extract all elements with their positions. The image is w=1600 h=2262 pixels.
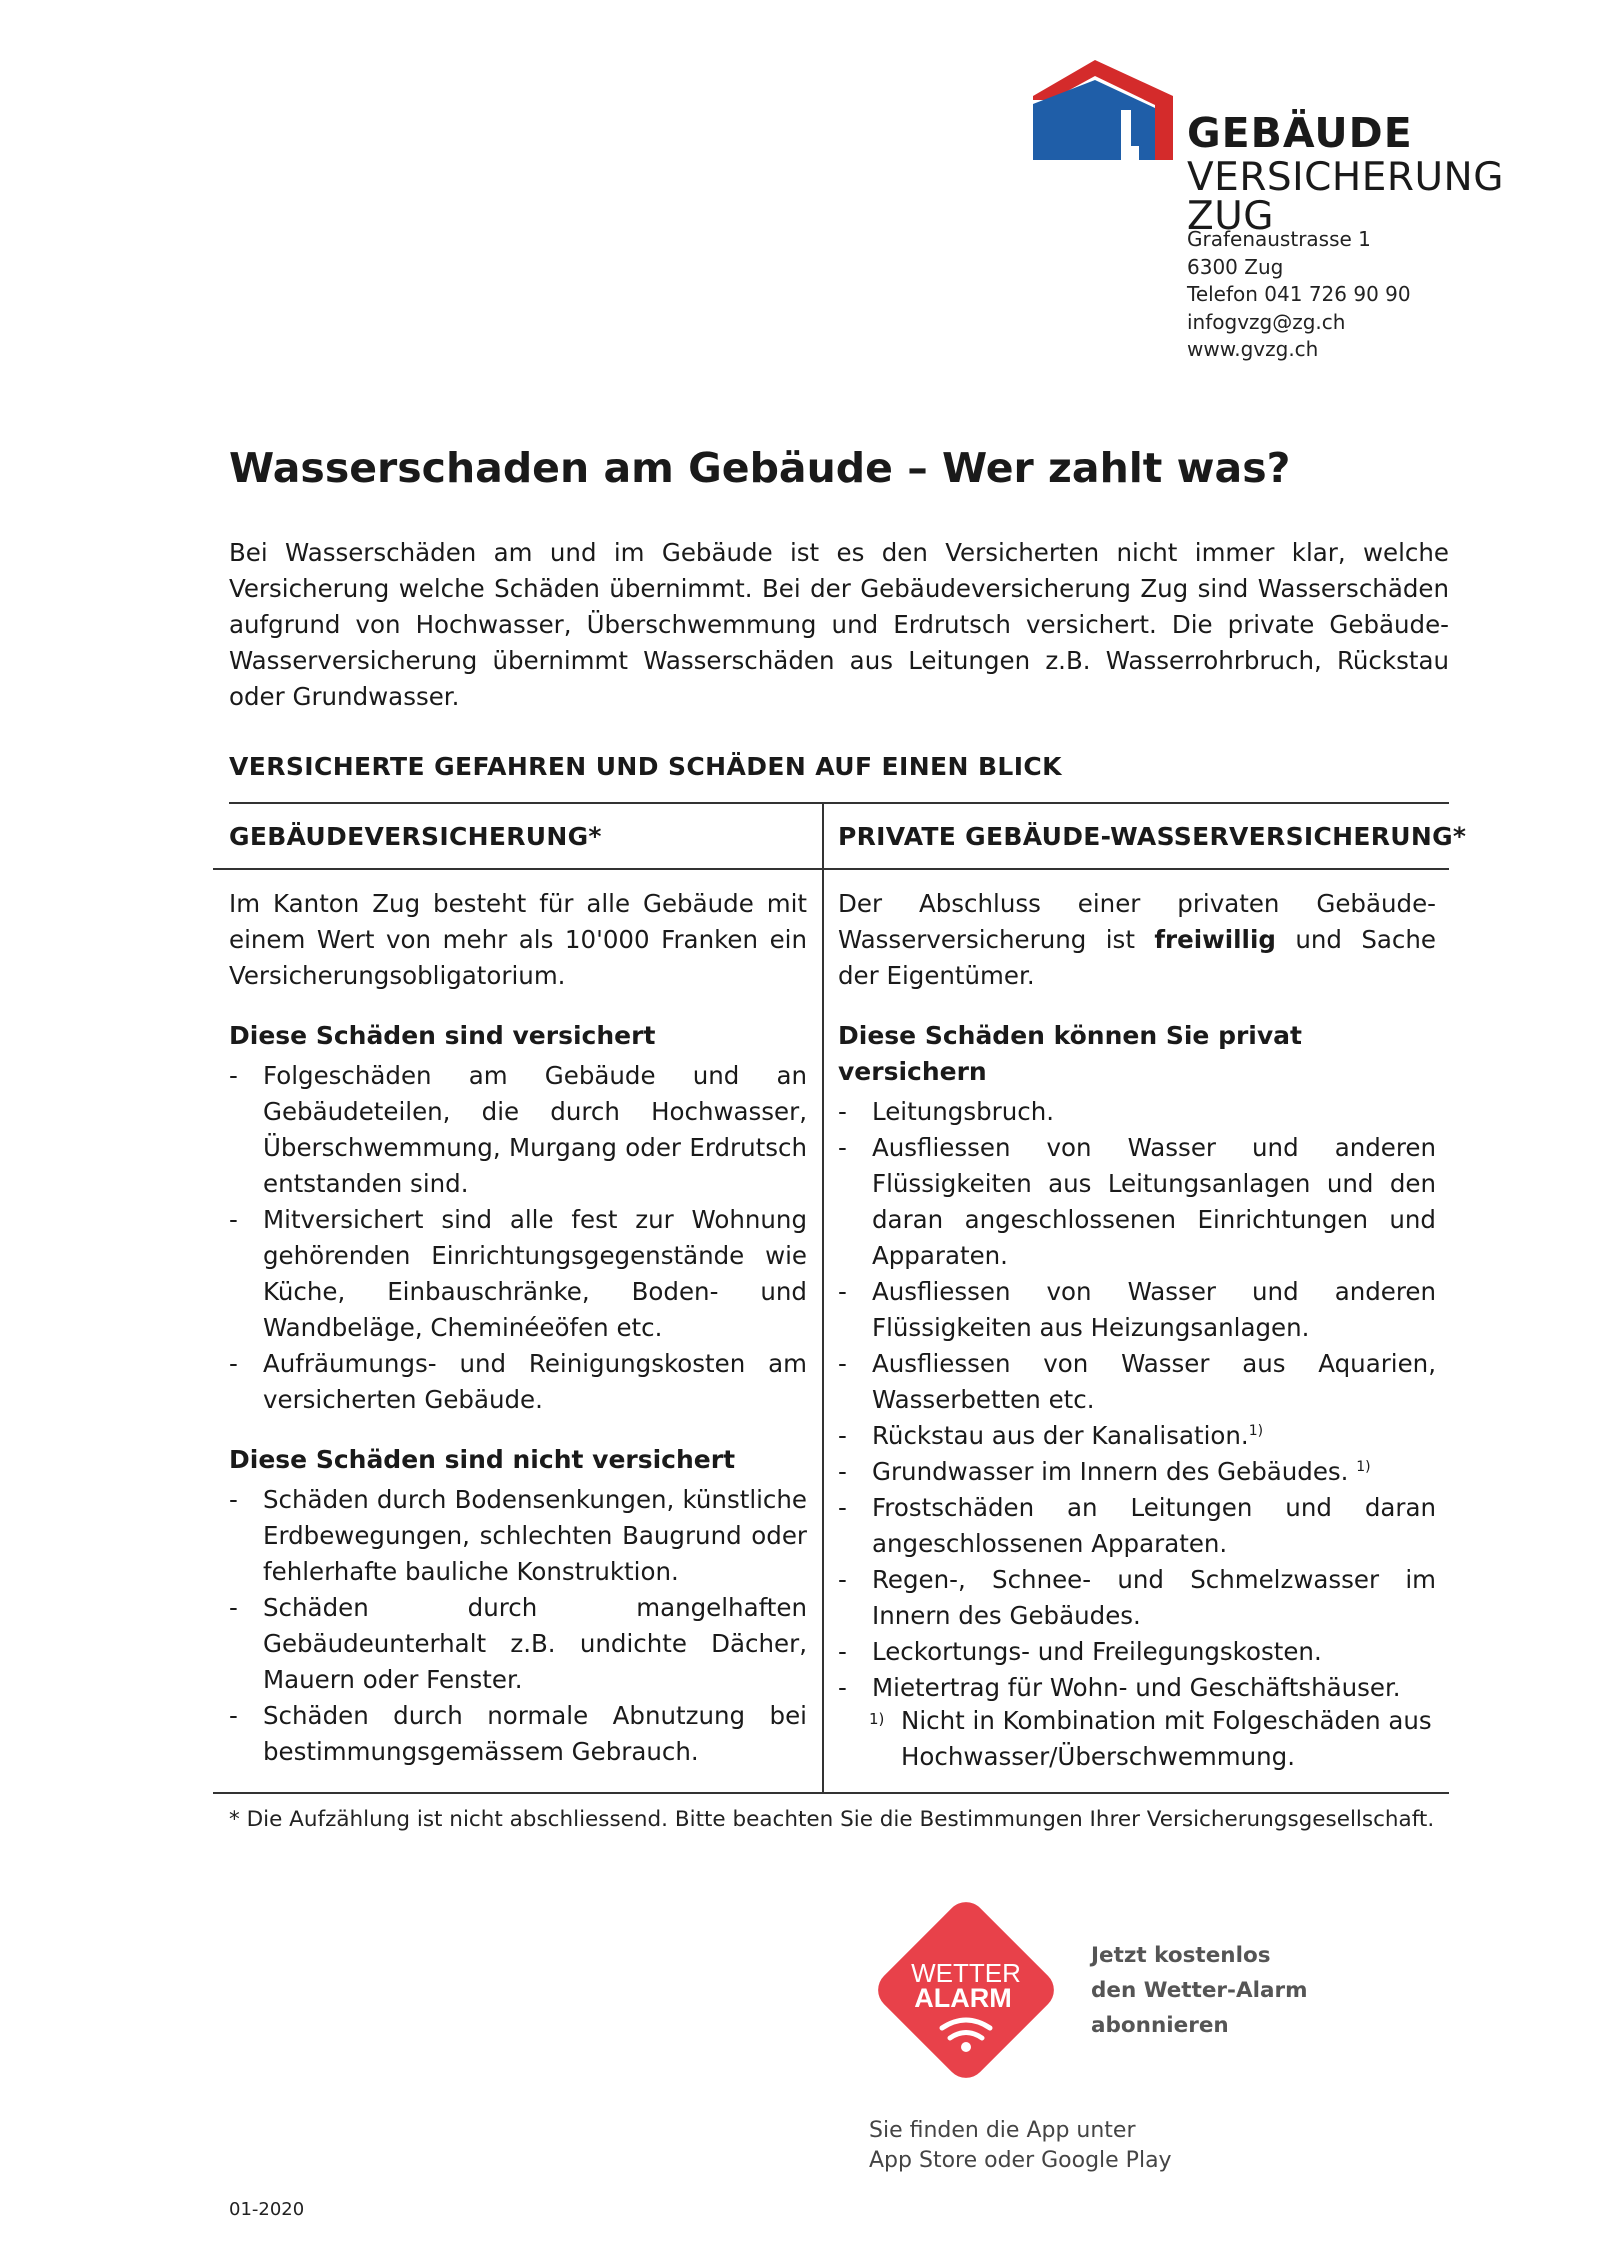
logo-house-blue-left (1033, 104, 1121, 160)
list-item: - Leckortungs- und Freilegungskosten. (838, 1634, 1436, 1670)
list-item: - Schäden durch mangelhaften Gebäudeunterhalt z.B. undichte Dächer, Mauern oder Fenster. (229, 1590, 807, 1698)
table-top-rule (229, 802, 1449, 804)
wifi-dot (961, 2042, 971, 2052)
list-item: - Schäden durch normale Abnutzung bei bestimmungsgemässem Gebrauch. (229, 1698, 807, 1770)
list-item: - Ausfliessen von Wasser aus Aquarien, Wasserbetten etc. (838, 1346, 1436, 1418)
list-item: - Ausfliessen von Wasser und anderen Flüssigkeiten aus Heizungsanlagen. (838, 1274, 1436, 1346)
wetter-alarm-badge[interactable] (866, 1890, 1066, 2090)
section-heading: VERSICHERTE GEFAHREN UND SCHÄDEN AUF EINEN BLICK (229, 752, 1062, 781)
list-item: - Mietertrag für Wohn- und Geschäftshäuser. (838, 1670, 1436, 1706)
list-item-text: Rückstau aus der Kanalisation. (872, 1421, 1249, 1450)
brand-line2: VERSICHERUNG ZUG (1187, 155, 1504, 239)
right-heading: Diese Schäden können Sie privat versichern (838, 1021, 1302, 1086)
table-column-divider (822, 802, 824, 1792)
list-item-footnoted (838, 1418, 1436, 1454)
app-line1: Sie finden die App unter (869, 2118, 1136, 2143)
right-intro-end: und Sache der Eigentümer. (838, 925, 1436, 990)
app-line2: App Store oder Google Play (869, 2148, 1172, 2173)
logo-mark (1033, 60, 1173, 160)
wetter-alarm-badge-line2: ALARM (914, 1983, 1012, 2013)
app-store-note (869, 2116, 1172, 2176)
promo-line1: Jetzt kostenlos (1091, 1943, 1271, 1968)
list-item-text: Grundwasser im Innern des Gebäudes. (872, 1457, 1357, 1486)
address-street: Grafenaustrasse 1 (1187, 227, 1371, 251)
address-web[interactable]: www.gvzg.ch (1187, 337, 1319, 361)
address-city: 6300 Zug (1187, 254, 1284, 279)
left-column (229, 886, 807, 1770)
document-date: 01-2020 (229, 2199, 305, 2220)
wetter-alarm-badge-line1: WETTER (911, 1958, 1021, 1988)
left-column-header: GEBÄUDEVERSICHERUNG* (229, 822, 602, 851)
table-bottom-rule (213, 1792, 1449, 1794)
right-intro-start: Der Abschluss einer privaten Gebäude-Wasserversicherung ist (838, 889, 1436, 954)
list-item: - Leitungsbruch. (838, 1094, 1436, 1130)
list-item: - Regen-, Schnee- und Schmelzwasser im Innern des Gebäudes. (838, 1562, 1436, 1634)
address-phone: Telefon 041 726 90 90 (1187, 282, 1411, 306)
right-intro-bold: freiwillig (1154, 925, 1276, 954)
left-not-insured-list (229, 1482, 807, 1770)
right-column (838, 886, 1436, 1706)
right-list (838, 1094, 1436, 1706)
intro-paragraph: Bei Wasserschäden am und im Gebäude ist es den Versicherten nicht immer klar, welche Versicherung welche Schäden übernimmt. Bei der Gebäudeversicherung Zug sind Wasserschäden aufgrund von Hochwasser, Überschwemmung und Erdrutsch versichert. Die private Gebäude-Wasserversicherung übernimmt Wasserschäden aus Leitungen z.B. Wasserrohrbruch, Rückstau oder Grundwasser. (229, 538, 1449, 711)
list-item: - Frostschäden an Leitungen und daran angeschlossenen Apparaten. (838, 1490, 1436, 1562)
footnote-ref: 1) (1356, 1458, 1371, 1475)
footnote-mark: 1) (869, 1710, 885, 1728)
logo-gap (1121, 110, 1131, 160)
left-intro: Im Kanton Zug besteht für alle Gebäude mit einem Wert von mehr als 10'000 Franken ein Versicherungsobligatorium. (229, 889, 807, 990)
left-not-insured-heading: Diese Schäden sind nicht versichert (229, 1445, 736, 1474)
footnote-text: Nicht in Kombination mit Folgeschäden aus Hochwasser/Überschwemmung. (901, 1706, 1432, 1771)
footnote (869, 1703, 1449, 1775)
disclaimer: * Die Aufzählung ist nicht abschliessend. Bitte beachten Sie die Bestimmungen Ihrer Versicherungsgesellschaft. (229, 1807, 1435, 1832)
right-column-header: PRIVATE GEBÄUDE-WASSERVERSICHERUNG* (838, 822, 1467, 851)
left-insured-heading: Diese Schäden sind versichert (229, 1021, 656, 1050)
left-insured-list (229, 1058, 807, 1418)
promo-line2: den Wetter-Alarm (1091, 1978, 1308, 2003)
list-item: - Ausfliessen von Wasser und anderen Flüssigkeiten aus Leitungsanlagen und den daran angeschlossenen Einrichtungen und Apparaten. (838, 1130, 1436, 1274)
page-title: Wasserschaden am Gebäude – Wer zahlt was? (229, 444, 1291, 492)
right-intro (838, 886, 1436, 994)
table-header-rule (213, 868, 1449, 870)
address-block (1187, 226, 1411, 364)
list-item: - Folgeschäden am Gebäude und an Gebäudeteilen, die durch Hochwasser, Überschwemmung, Murgang oder Erdrutsch entstanden sind. (229, 1058, 807, 1202)
list-item: - Schäden durch Bodensenkungen, künstliche Erdbewegungen, schlechten Baugrund oder fehlerhafte bauliche Konstruktion. (229, 1482, 807, 1590)
footnote-ref: 1) (1248, 1422, 1264, 1439)
wetter-alarm-promo (1091, 1938, 1307, 2043)
brand-line1: GEBÄUDE (1187, 109, 1413, 157)
promo-line3: abonnieren (1091, 2013, 1229, 2038)
list-item: - Aufräumungs- und Reinigungskosten am versicherten Gebäude. (229, 1346, 807, 1418)
address-email[interactable]: infogvzg@zg.ch (1187, 309, 1346, 334)
list-item: - Mitversichert sind alle fest zur Wohnung gehörenden Einrichtungsgegenstände wie Küche, Einbauschränke, Boden- und Wandbeläge, Cheminéeöfen etc. (229, 1202, 807, 1346)
list-item-footnoted (838, 1454, 1436, 1490)
